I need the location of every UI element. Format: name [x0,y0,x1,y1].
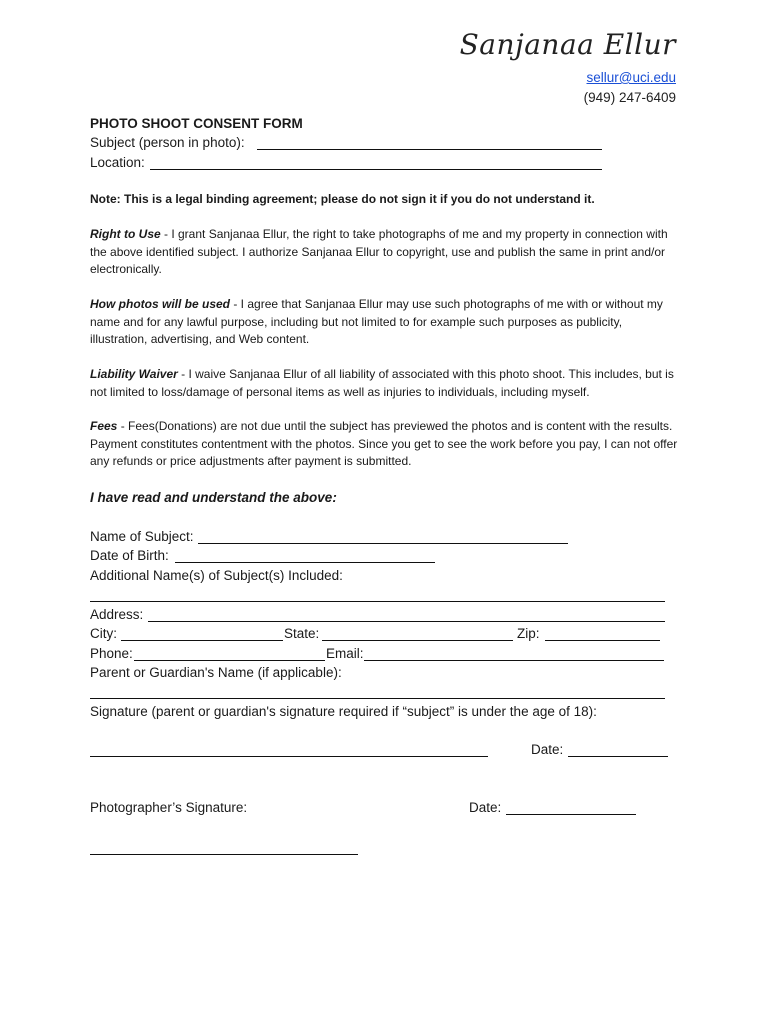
additional-names-field[interactable] [90,601,665,602]
phone-label: Phone: [90,646,133,661]
subject-field[interactable] [257,149,602,150]
dob-label: Date of Birth: [90,548,169,563]
section-fees [90,418,682,471]
section-text: - I waive Sanjanaa Ellur of all liability of associated with this photo shoot. This includes, but is not limited to loss/damage of personal items as well as injuries to individuals, including myself. [90,367,674,399]
city-field[interactable] [121,640,283,641]
legal-note: Note: This is a legal binding agreement; please do not sign it if you do not understand it. [90,192,595,206]
section-how-photos-used [90,296,682,349]
email-label: Email: [326,646,364,661]
name-of-subject-field[interactable] [198,543,568,544]
form-title: PHOTO SHOOT CONSENT FORM [90,116,303,131]
address-label: Address: [90,607,144,622]
photographer-date-label: Date: [469,800,502,815]
section-text: - I grant Sanjanaa Ellur, the right to take photographs of me and my property in connection with the above identified subject. I authorize Sanjanaa Ellur to copyright, use and publish the same in print and/or electronically. [90,227,668,276]
signature-date-label: Date: [531,742,564,757]
additional-names-label: Additional Name(s) of Subject(s) Included: [90,568,343,583]
photographer-signature-label: Photographer’s Signature: [90,800,248,815]
zip-field[interactable] [545,640,660,641]
section-text: - Fees(Donations) are not due until the subject has previewed the photos and is content with the results. Payment constitutes contentment with the photos. Since you get to see the work before you pay, I can not offer any refunds or price adjustments after payment is submitted. [90,419,678,468]
city-label: City: [90,626,117,641]
acknowledge-heading: I have read and understand the above: [90,490,337,505]
phone-field[interactable] [134,660,325,661]
state-field[interactable] [322,640,513,641]
header-signature-name: Sanjanaa Ellur [459,28,676,61]
section-liability-waiver [90,366,682,401]
name-of-subject-label: Name of Subject: [90,529,194,544]
email-link[interactable]: sellur@uci.edu [586,70,676,85]
location-field[interactable] [150,169,602,170]
section-text: - I agree that Sanjanaa Ellur may use such photographs of me with or without my name and for any lawful purpose, including but not limited to for example such purposes as publicity, illustration, advertising, and Web content. [90,297,663,346]
section-heading: Liability Waiver [90,367,178,381]
signature-date-field[interactable] [568,756,668,757]
photographer-date-field[interactable] [506,814,636,815]
section-heading: Fees [90,419,118,433]
dob-field[interactable] [175,562,435,563]
photographer-signature-field[interactable] [90,854,358,855]
phone-number: (949) 247-6409 [583,90,676,105]
location-label: Location: [90,155,145,170]
section-right-to-use [90,226,682,279]
state-label: State: [284,626,320,641]
guardian-label: Parent or Guardian's Name (if applicable): [90,665,342,680]
address-field[interactable] [148,621,665,622]
zip-label: Zip: [517,626,540,641]
email-field[interactable] [364,660,664,661]
subject-label: Subject (person in photo): [90,135,245,150]
signature-label: Signature (parent or guardian's signature required if “subject” is under the age of 18): [90,704,597,719]
section-heading: How photos will be used [90,297,231,311]
signature-field[interactable] [90,756,488,757]
guardian-field[interactable] [90,698,665,699]
section-heading: Right to Use [90,227,161,241]
